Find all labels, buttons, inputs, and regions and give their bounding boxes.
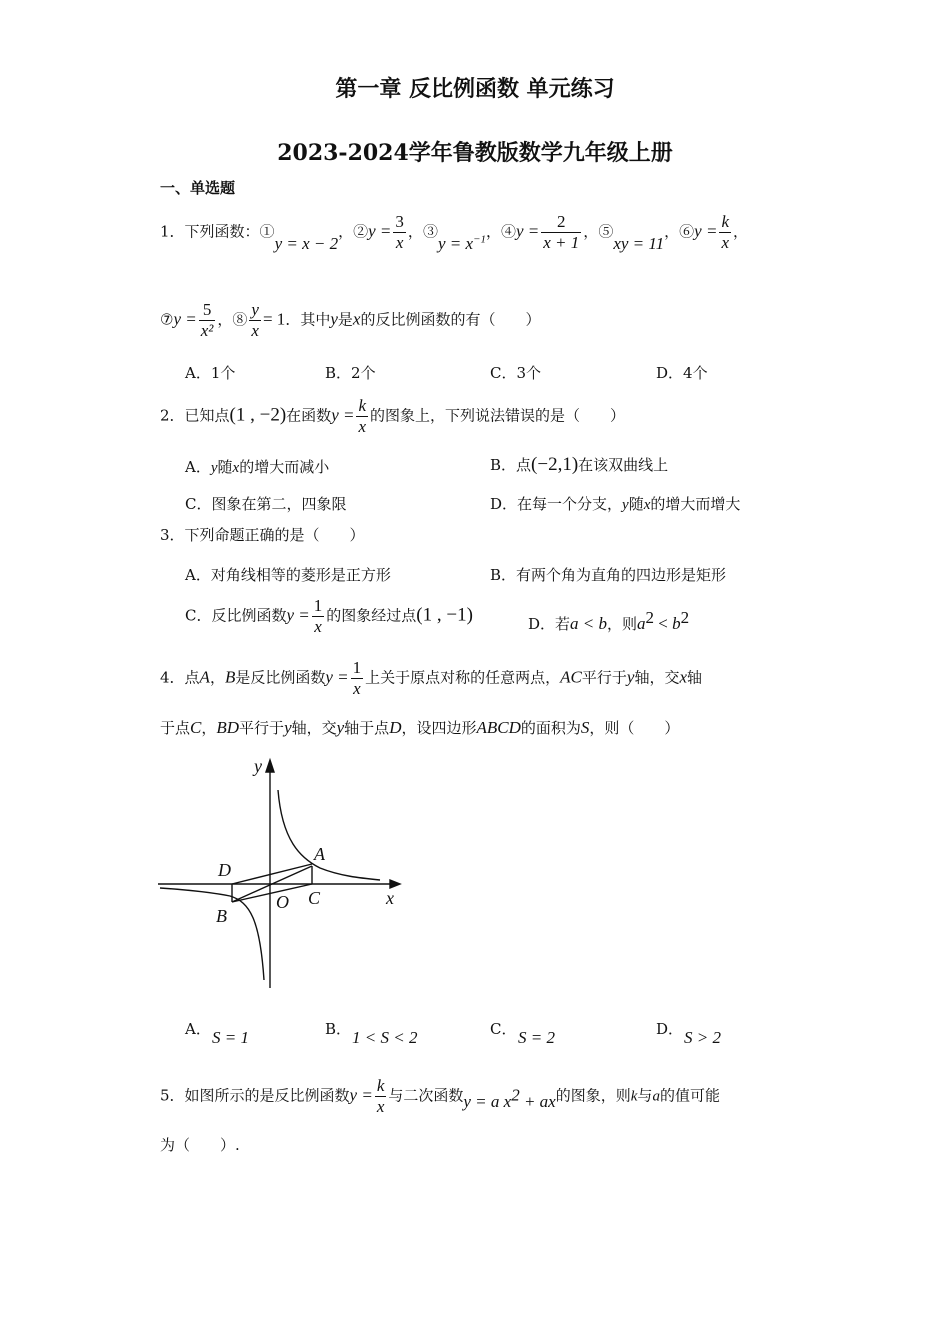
page-subtitle: 2023-2024学年鲁教版数学九年级上册: [277, 140, 673, 166]
fig-label-x: x: [386, 888, 394, 908]
q1-f4-frac: $\frac{2}{x + 1}$: [543, 212, 580, 252]
q1-c8: ⑧: [232, 310, 248, 329]
q1-option-b[interactable]: B．2个: [325, 364, 376, 382]
q2-option-d[interactable]: D．在每一个分支，y随x的增大而增大: [490, 495, 741, 513]
fig-label-A: A: [314, 844, 325, 864]
q3-option-a[interactable]: A．对角线相等的菱形是正方形: [185, 566, 391, 584]
q5-line1: 5．如图所示的是反比例函数y = $\frac{k}{x}$ 与二次函数y = a $x^2$ + ax的图象，则k与a的值可能: [160, 1076, 720, 1116]
q1-f3: $y = x^{-1}$: [437, 232, 486, 253]
q1-f5: xy = 11: [613, 233, 665, 253]
q5-line2: 为（ ）.: [160, 1136, 240, 1154]
q4-option-b[interactable]: B．: [325, 1020, 352, 1038]
fig-label-O: O: [276, 892, 289, 912]
branch-first-quadrant: [278, 790, 380, 880]
q4-option-b-expr: 1 < S < 2: [352, 1028, 418, 1047]
q5-quadratic: y = a $x^2$ + ax: [463, 1084, 556, 1111]
q2-option-c[interactable]: C．图象在第二，四象限: [185, 495, 347, 513]
q4-figure: [150, 750, 410, 995]
q4-line2: 于点C，BD平行于y轴，交y轴于点D，设四边形ABCD的面积为S，则（ ）: [160, 718, 680, 737]
fig-label-C: C: [308, 888, 321, 908]
q4-option-d[interactable]: D．: [656, 1020, 684, 1038]
q1-f7-frac: $\frac{5}{\text{x²}}$: [200, 300, 214, 340]
x-axis-arrow: [390, 880, 400, 888]
q4-line1: 4．点A，B是反比例函数y = $\frac{1}{x}$ 上关于原点对称的任意两点，AC平行于y轴，交x轴: [160, 658, 703, 698]
q1-f2-frac: $\frac{3}{x}$: [395, 212, 404, 252]
q1-option-c[interactable]: C．3个: [490, 364, 542, 382]
q1-c3: ③: [422, 222, 438, 241]
q1-c1: ①: [259, 222, 275, 241]
q1-c4: ④: [500, 222, 516, 241]
q1-option-d[interactable]: D．4个: [656, 364, 708, 382]
q3-option-c[interactable]: C．反比例函数y = $\frac{1}{x}$ 的图象经过点(1 , −1): [185, 596, 473, 636]
line-BD-A: [232, 864, 312, 884]
q1-option-a[interactable]: A．1个: [185, 364, 236, 382]
q1-line1: 1．下列函数：①y = x − 2，②y = $\frac{3}{x}$ ，③y = $x^{-1}$，④y = $\frac{2}{x + 1}$ ，⑤xy = 11，⑥y = $\frac{k}{x}$ ，: [160, 212, 749, 253]
q3-option-d[interactable]: D．若a < b，则$a^2 < b^2$: [528, 608, 690, 633]
q2-option-b[interactable]: B．点(−2,1)在该双曲线上: [490, 454, 669, 475]
q2-frac: $\frac{k}{x}$: [358, 396, 367, 436]
fig-label-D: D: [218, 860, 231, 880]
q1-c5: ⑤: [598, 222, 614, 241]
page-title: 第一章 反比例函数 单元练习: [335, 76, 615, 102]
section-heading: 一、单选题: [160, 179, 236, 197]
q1-f6-frac: $\frac{k}{x}$: [721, 212, 729, 252]
q2-option-a[interactable]: A．y随x的增大而减小: [185, 458, 330, 476]
q1-f1: y = x − 2: [274, 233, 339, 253]
q2-point: (1 , −2): [229, 404, 287, 426]
line-BC: [232, 884, 312, 902]
fig-label-B: B: [216, 906, 227, 926]
q3-stem: 3．下列命题正确的是（ ）: [160, 526, 365, 544]
q4-option-a[interactable]: A．: [185, 1020, 211, 1038]
q1-c2: ②: [353, 222, 369, 241]
branch-third-quadrant: [160, 888, 264, 980]
q1-c7: ⑦: [160, 310, 174, 329]
q1-intro: 1．下列函数：: [160, 222, 260, 241]
q4-option-d-expr: S > 2: [684, 1028, 721, 1047]
fig-label-y: y: [254, 756, 262, 776]
q1-c6: ⑥: [679, 222, 695, 241]
q3-option-b[interactable]: B．有两个角为直角的四边形是矩形: [490, 566, 727, 584]
q2-stem: 2．已知点(1 , −2)在函数y = $\frac{k}{x}$ 的图象上，下列说法错误的是（ ）: [160, 396, 626, 436]
q1-f8-frac: $\frac{y}{x}$: [251, 300, 259, 340]
q4-option-c[interactable]: C．: [490, 1020, 517, 1038]
q4-option-a-expr: S = 1: [212, 1028, 249, 1047]
q4-option-c-expr: S = 2: [518, 1028, 555, 1047]
q1-line2: ⑦y = $\frac{5}{\text{x²}}$ ，⑧ $\frac{y}{x}$ = 1．其中y是x的反比例函数的有（ ）: [160, 300, 541, 340]
y-axis-arrow: [266, 760, 274, 772]
